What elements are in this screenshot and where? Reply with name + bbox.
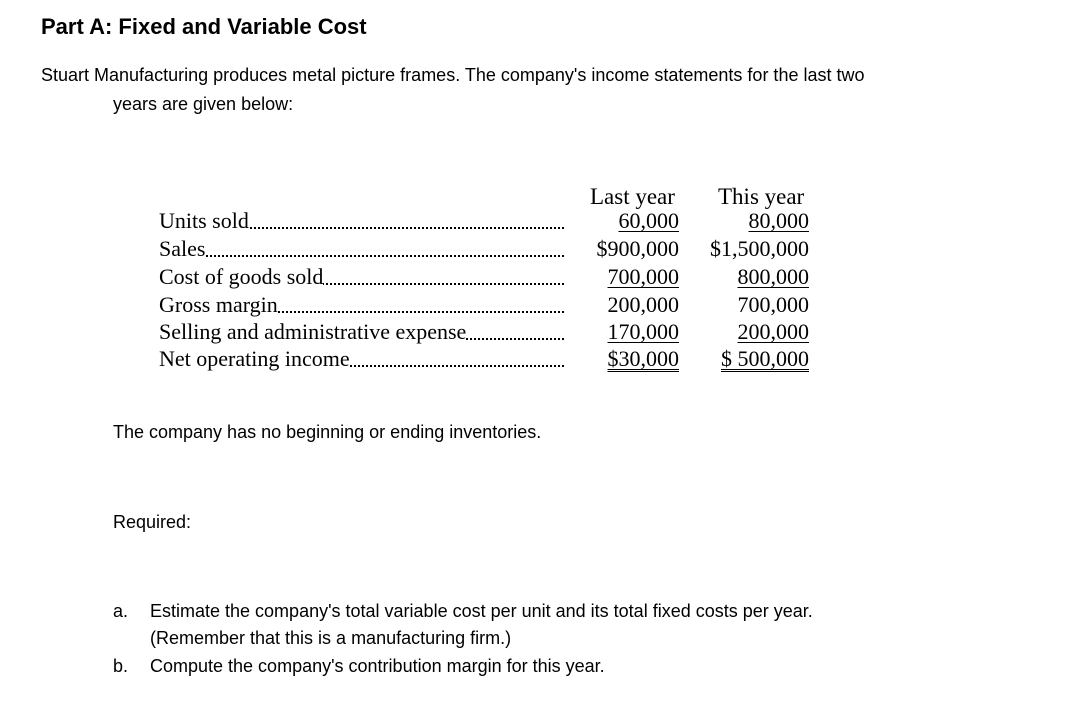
statement-row-units-sold [159,208,819,234]
statement-row-gross-margin [159,292,819,318]
row-label: Gross margin [159,292,278,317]
row-label: Units sold [159,208,249,233]
this-year-value: 80,000 [748,208,809,233]
this-year-value: $ 500,000 [721,346,809,371]
last-year-value: 170,000 [607,319,679,344]
row-label: Sales [159,236,206,261]
column-header-last-year: Last year [590,184,675,209]
row-label: Cost of goods sold [159,264,324,289]
last-year-value: 60,000 [618,208,679,233]
row-label: Selling and administrative expense [159,319,467,344]
question-a-continued: (Remember that this is a manufacturing firm.) [150,628,512,648]
last-year-value: $30,000 [607,346,679,371]
this-year-value: $1,500,000 [710,236,809,261]
question-letter: b. [113,656,129,676]
this-year-value: 800,000 [737,264,809,289]
question-text: Estimate the company's total variable cost per unit and its total fixed costs per year. [150,601,813,621]
column-header-this-year: This year [718,184,805,209]
required-heading: Required: [113,512,192,532]
statement-row-net-operating-income [159,346,819,372]
statement-row-cost-of-goods-sold [159,264,819,290]
statement-row-selling-admin-expense [159,319,819,345]
row-label: Net operating income [159,346,350,371]
inventory-note: The company has no beginning or ending inventories. [113,422,542,442]
page-title: Part A: Fixed and Variable Cost [41,14,367,39]
last-year-value: 200,000 [607,292,679,317]
this-year-value: 200,000 [737,319,809,344]
statement-row-sales [159,236,819,262]
last-year-value: $900,000 [596,236,679,261]
intro-line-2: years are given below: [113,94,294,114]
this-year-value: 700,000 [737,292,809,317]
intro-line-1: Stuart Manufacturing produces metal picture frames. The company's income statements for the last two [41,65,865,85]
question-text: Compute the company's contribution margin for this year. [150,656,605,676]
last-year-value: 700,000 [607,264,679,289]
question-letter: a. [113,601,129,621]
